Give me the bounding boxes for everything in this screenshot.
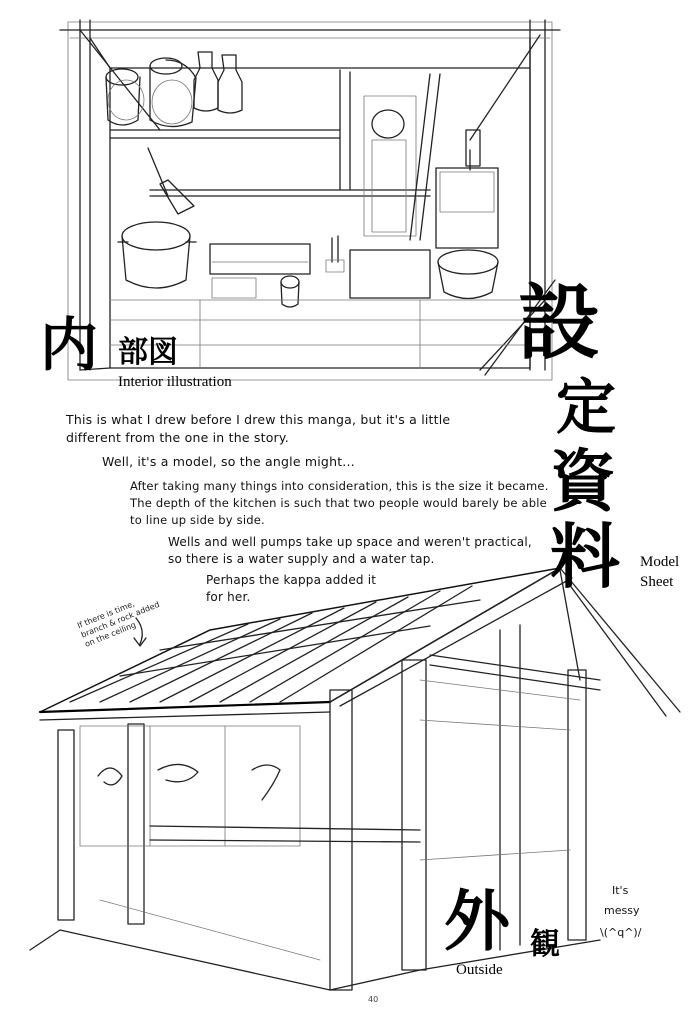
messy-note-line3: \(^q^)/ xyxy=(600,926,642,939)
model-sheet-caption-line1: Model xyxy=(640,554,680,570)
page-number: 40 xyxy=(368,995,379,1004)
outside-title-big-char: 外 xyxy=(444,882,510,960)
interior-caption: Interior illustration xyxy=(118,374,232,390)
model-sheet-char-4: 料 xyxy=(550,515,620,598)
note-line-2: different from the one in the story. xyxy=(66,430,289,445)
note-line-8: so there is a water supply and a water tap. xyxy=(168,552,435,566)
messy-note-line1: It's xyxy=(612,884,629,897)
outside-title-rest: 観 xyxy=(530,927,560,962)
model-sheet-caption-line2: Sheet xyxy=(640,574,674,590)
interior-title-big-char: 内 xyxy=(40,311,99,379)
note-line-6: to line up side by side. xyxy=(130,513,265,527)
messy-note-line2: messy xyxy=(604,904,640,917)
interior-title-rest: 部図 xyxy=(118,335,178,370)
outside-caption: Outside xyxy=(456,962,503,978)
note-line-1: This is what I drew before I drew this manga, but it's a little xyxy=(66,412,451,427)
note-line-3: Well, it's a model, so the angle might... xyxy=(102,454,355,469)
model-sheet-char-3: 資 xyxy=(550,442,616,520)
model-sheet-char-1: 設 xyxy=(518,275,601,371)
ceiling-note: If there is time, branch & rock added on the ceiling xyxy=(76,599,161,649)
note-line-10: for her. xyxy=(206,590,251,604)
note-line-7: Wells and well pumps take up space and weren't practical, xyxy=(168,535,532,549)
note-line-4: After taking many things into consideration, this is the size it became. xyxy=(130,479,549,493)
interior-sketch xyxy=(60,20,560,380)
note-line-9: Perhaps the kappa added it xyxy=(206,573,377,587)
note-line-5: The depth of the kitchen is such that two people would barely be able xyxy=(130,496,547,510)
model-sheet-char-2: 定 xyxy=(556,373,616,443)
